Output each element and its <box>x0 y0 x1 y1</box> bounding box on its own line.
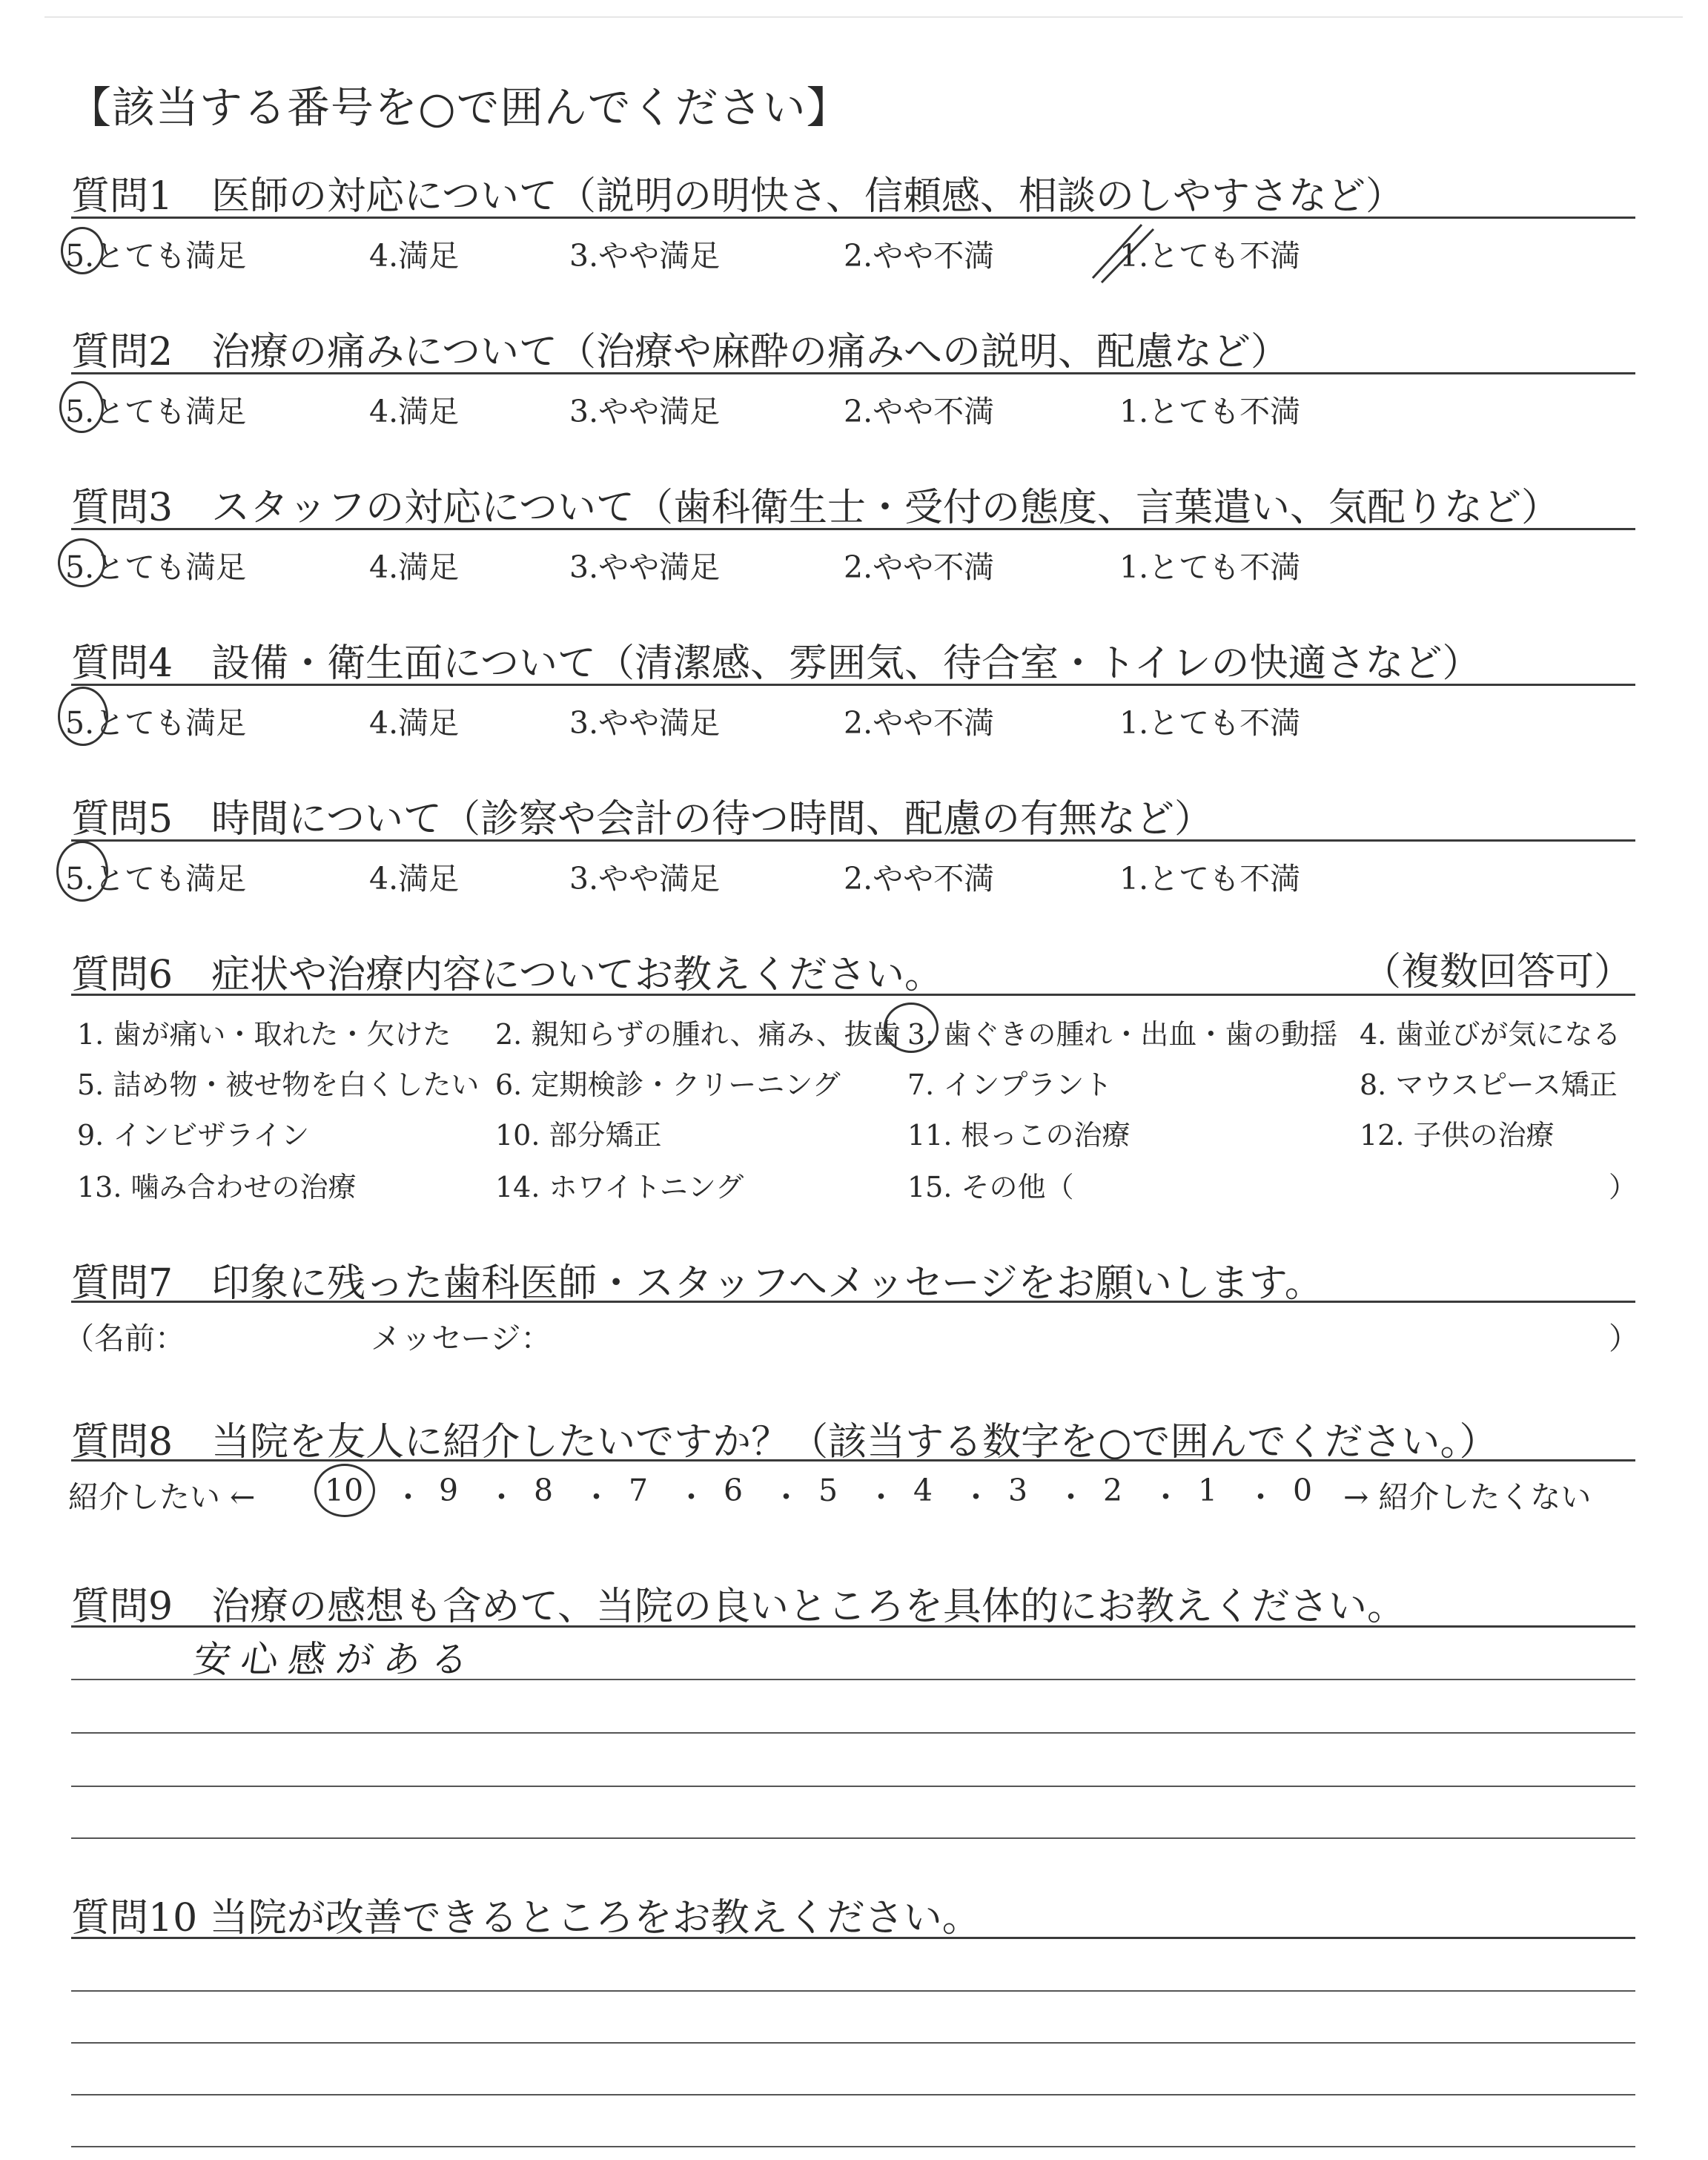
q8-selected-circle <box>314 1464 375 1517</box>
q2-option-4[interactable]: 4.満足 <box>369 394 460 429</box>
question-10-rule <box>71 1937 1635 1939</box>
form-title: 【該当する番号を○で囲んでください】 <box>68 82 850 133</box>
q1-option-1[interactable]: 1.とても不満 <box>1119 238 1301 274</box>
q10-answer-line-2 <box>71 2042 1635 2044</box>
q5-selected-circle <box>56 841 108 902</box>
q5-option-3[interactable]: 3.やや満足 <box>569 861 721 896</box>
q8-scale-10[interactable]: 10 <box>325 1473 364 1508</box>
q4-option-5[interactable]: 5.とても満足 <box>65 705 247 741</box>
q8-scale-dot: ・ <box>486 1479 517 1515</box>
q2-selected-circle <box>59 381 104 433</box>
question-7-rule <box>71 1301 1635 1303</box>
q2-option-3[interactable]: 3.やや満足 <box>569 394 721 429</box>
q6-option-9[interactable]: 9. インビザライン <box>77 1119 310 1152</box>
question-9-rule <box>71 1625 1635 1628</box>
q6-option-2[interactable]: 2. 親知らずの腫れ、痛み、抜歯 <box>495 1018 901 1051</box>
q8-scale-3[interactable]: 3 <box>1008 1473 1028 1508</box>
page-top-edge <box>44 16 1683 18</box>
q6-option-13[interactable]: 13. 噛み合わせの治療 <box>77 1171 357 1203</box>
q1-selected-circle <box>61 227 104 274</box>
q1-option-2[interactable]: 2.やや不満 <box>844 238 995 274</box>
q3-option-3[interactable]: 3.やや満足 <box>569 549 721 585</box>
q8-scale-dot: ・ <box>581 1479 612 1515</box>
question-3-header: 質問3 スタッフの対応について（歯科衛生士・受付の態度、言葉遣い、気配りなど） <box>71 486 1560 530</box>
q9-answer-line-1 <box>71 1679 1635 1680</box>
question-1-rule <box>71 217 1635 219</box>
q2-option-2[interactable]: 2.やや不満 <box>844 394 995 429</box>
question-8-rule <box>71 1459 1635 1462</box>
q8-left-label: 紹介したい ← <box>68 1479 256 1515</box>
q1-option-5[interactable]: 5.とても満足 <box>65 238 247 274</box>
q2-option-5[interactable]: 5.とても満足 <box>65 394 247 429</box>
question-1-header: 質問1 医師の対応について（説明の明快さ、信頼感、相談のしやすさなど） <box>71 174 1404 219</box>
q4-option-2[interactable]: 2.やや不満 <box>844 705 995 741</box>
question-2-header: 質問2 治療の痛みについて（治療や麻酔の痛みへの説明、配慮など） <box>71 330 1290 374</box>
q6-option-15-close: ） <box>1609 1171 1638 1203</box>
question-10-header: 質問10 当院が改善できるところをお教えください。 <box>71 1896 981 1941</box>
q4-option-1[interactable]: 1.とても不満 <box>1119 705 1301 741</box>
q1-strike-mark <box>1090 219 1156 285</box>
q7-message-label: メッセージ： <box>371 1321 552 1356</box>
q6-selected-circle <box>884 1003 939 1053</box>
q3-option-1[interactable]: 1.とても不満 <box>1119 549 1301 585</box>
q1-option-4[interactable]: 4.満足 <box>369 238 460 274</box>
question-6-note: （複数回答可） <box>1363 950 1633 994</box>
q8-scale-dot: ・ <box>866 1479 896 1515</box>
q8-scale-dot: ・ <box>1245 1479 1276 1515</box>
q8-scale-2[interactable]: 2 <box>1103 1473 1123 1508</box>
question-8-header: 質問8 当院を友人に紹介したいですか？（該当する数字を○で囲んでください。） <box>71 1420 1498 1464</box>
q5-option-1[interactable]: 1.とても不満 <box>1119 861 1301 896</box>
q8-scale-dot: ・ <box>1056 1479 1086 1515</box>
question-5-rule <box>71 839 1635 842</box>
question-6-header: 質問6 症状や治療内容についてお教えください。 <box>71 953 944 997</box>
q8-scale-7[interactable]: 7 <box>629 1473 649 1508</box>
q3-selected-circle <box>58 538 105 587</box>
q6-option-3[interactable]: 3. 歯ぐきの腫れ・出血・歯の動揺 <box>907 1018 1338 1051</box>
q8-scale-5[interactable]: 5 <box>818 1473 838 1508</box>
q10-answer-line-4 <box>71 2146 1635 2147</box>
question-4-header: 質問4 設備・衛生面について（清潔感、雰囲気、待合室・トイレの快適さなど） <box>71 641 1481 686</box>
q9-handwritten-answer[interactable]: 安心感がある <box>191 1638 482 1681</box>
question-5-header: 質問5 時間について（診察や会計の待つ時間、配慮の有無など） <box>71 797 1214 842</box>
q6-option-7[interactable]: 7. インプラント <box>907 1069 1113 1101</box>
q9-answer-line-3 <box>71 1786 1635 1787</box>
question-6-rule <box>71 994 1635 996</box>
q8-right-label: → 紹介したくない <box>1343 1479 1592 1515</box>
q7-close-paren: ） <box>1609 1321 1639 1356</box>
q8-scale-9[interactable]: 9 <box>439 1473 459 1508</box>
q10-answer-line-3 <box>71 2094 1635 2095</box>
q8-scale-dot: ・ <box>961 1479 991 1515</box>
q3-option-5[interactable]: 5.とても満足 <box>65 549 247 585</box>
question-3-rule <box>71 528 1635 530</box>
question-4-rule <box>71 684 1635 686</box>
q2-option-1[interactable]: 1.とても不満 <box>1119 394 1301 429</box>
q6-option-6[interactable]: 6. 定期検診・クリーニング <box>495 1069 841 1101</box>
q6-option-14[interactable]: 14. ホワイトニング <box>495 1171 744 1203</box>
q3-option-4[interactable]: 4.満足 <box>369 549 460 585</box>
q6-option-10[interactable]: 10. 部分矯正 <box>495 1119 662 1152</box>
q10-answer-line-1 <box>71 1990 1635 1992</box>
q6-option-8[interactable]: 8. マウスピース矯正 <box>1360 1069 1618 1101</box>
q8-scale-dot: ・ <box>771 1479 801 1515</box>
q9-answer-line-4 <box>71 1837 1635 1839</box>
q5-option-2[interactable]: 2.やや不満 <box>844 861 995 896</box>
q1-option-3[interactable]: 3.やや満足 <box>569 238 721 274</box>
question-2-rule <box>71 372 1635 374</box>
question-7-header: 質問7 印象に残った歯科医師・スタッフへメッセージをお願いします。 <box>71 1261 1323 1306</box>
q6-option-15[interactable]: 15. その他（ <box>907 1171 1074 1203</box>
q5-option-4[interactable]: 4.満足 <box>369 861 460 896</box>
q8-scale-1[interactable]: 1 <box>1198 1473 1218 1508</box>
q7-name-label: （名前： <box>64 1321 185 1356</box>
q8-scale-dot: ・ <box>1151 1479 1181 1515</box>
q4-option-4[interactable]: 4.満足 <box>369 705 460 741</box>
q8-scale-dot: ・ <box>393 1479 423 1515</box>
q3-option-2[interactable]: 2.やや不満 <box>844 549 995 585</box>
q6-option-11[interactable]: 11. 根っこの治療 <box>907 1119 1131 1152</box>
q6-option-12[interactable]: 12. 子供の治療 <box>1360 1119 1555 1152</box>
q8-scale-0[interactable]: 0 <box>1293 1473 1313 1508</box>
q9-answer-line-2 <box>71 1732 1635 1734</box>
q6-option-4[interactable]: 4. 歯並びが気になる <box>1360 1018 1621 1051</box>
q8-scale-dot: ・ <box>676 1479 706 1515</box>
q4-selected-circle <box>58 687 108 746</box>
q8-scale-8[interactable]: 8 <box>534 1473 554 1508</box>
question-9-header: 質問9 治療の感想も含めて、当院の良いところを具体的にお教えください。 <box>71 1585 1406 1629</box>
q6-option-5[interactable]: 5. 詰め物・被せ物を白くしたい <box>77 1069 480 1101</box>
q4-option-3[interactable]: 3.やや満足 <box>569 705 721 741</box>
q6-option-1[interactable]: 1. 歯が痛い・取れた・欠けた <box>77 1018 451 1051</box>
q8-scale-4[interactable]: 4 <box>913 1473 933 1508</box>
q8-scale-6[interactable]: 6 <box>724 1473 744 1508</box>
q5-option-5[interactable]: 5.とても満足 <box>65 861 247 896</box>
